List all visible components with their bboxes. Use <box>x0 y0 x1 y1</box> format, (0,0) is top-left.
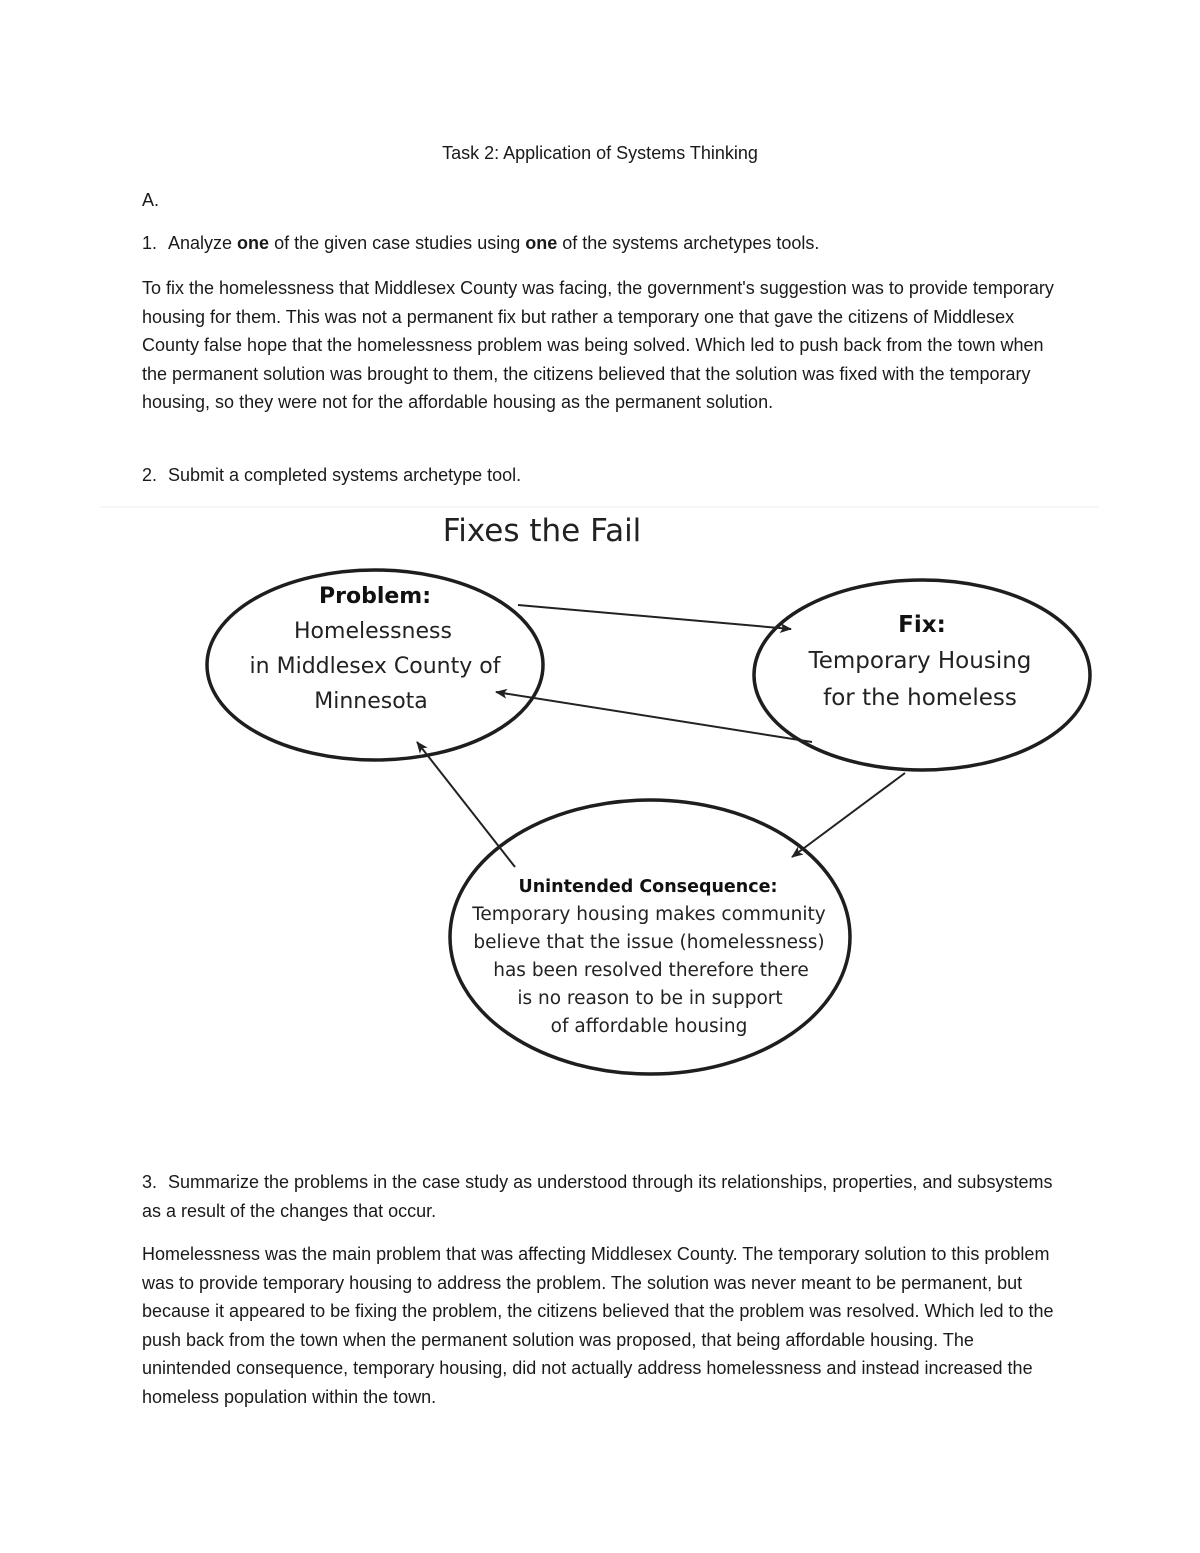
fix-heading: Fix: <box>898 612 946 638</box>
question-3-text: Summarize the problems in the case study as understood through its relationships, properties, and subsystems as a result of the changes that occur. <box>142 1172 1053 1221</box>
fix-line-2: for the homeless <box>823 685 1017 711</box>
question-1-emphasis-b: one <box>525 233 558 253</box>
consequence-line-4: is no reason to be in support <box>517 988 783 1009</box>
answer-3-paragraph: Homelessness was the main problem that was affecting Middlesex County. The temporary solution to this problem was to provide temporary housing to address the problem. The solution was never meant to be permanent, but because it appeared to be fixing the problem, the citizens believed that the problem was resolved. Which led to the push back from the town when the permanent solution was proposed, that being affordable housing. The unintended consequence, temporary housing, did not actually address homelessness and instead increased the homeless population within the town. <box>142 1244 1054 1407</box>
question-2 <box>142 461 1062 490</box>
problem-heading: Problem: <box>318 584 432 609</box>
question-3-number: 3. <box>142 1172 158 1192</box>
arrow-fix-to-consequence <box>792 773 905 857</box>
arrow-fix-to-problem <box>496 692 812 742</box>
question-1-text-c: of the systems archetypes tools. <box>557 233 820 253</box>
question-3 <box>142 1168 1062 1225</box>
question-2-text: Submit a completed systems archetype tool. <box>168 465 522 485</box>
section-label: A. <box>142 190 160 210</box>
question-1-text-b: of the given case studies using <box>269 233 526 253</box>
consequence-line-2: believe that the issue (homelessness) <box>473 932 825 953</box>
answer-1-paragraph: To fix the homelessness that Middlesex County was facing, the government's suggestion was to provide temporary housing for them. This was not a permanent fix but rather a temporary one that gave the citizens of Middlesex County false hope that the homelessness problem was being solved. Which led to push back from the town when the permanent solution was brought to them, the citizens believed that the solution was fixed with the temporary housing, so they were not for the affordable housing as the permanent solution. <box>142 278 1054 412</box>
fix-line-1: Temporary Housing <box>808 648 1032 674</box>
consequence-line-3: has been resolved therefore there <box>493 960 809 981</box>
arrow-problem-to-fix <box>518 605 791 629</box>
consequence-heading: Unintended Consequence: <box>518 877 778 897</box>
consequence-line-1: Temporary housing makes community <box>472 904 826 925</box>
arrow-consequence-to-problem <box>417 742 515 867</box>
problem-line-1: Homelessness <box>294 619 452 644</box>
question-2-number: 2. <box>142 465 158 485</box>
question-1-text-a: Analyze <box>168 233 238 253</box>
fixes-that-fail-diagram <box>100 505 1100 1085</box>
question-1 <box>142 229 1062 258</box>
document-title: Task 2: Application of Systems Thinking <box>442 143 758 163</box>
problem-line-2: in Middlesex County of <box>249 654 501 679</box>
problem-line-3: Minnesota <box>314 689 428 714</box>
diagram-title: Fixes the Fail <box>442 513 642 549</box>
consequence-line-5: of affordable housing <box>550 1016 748 1037</box>
question-1-emphasis-a: one <box>237 233 270 253</box>
question-1-number: 1. <box>142 233 158 253</box>
